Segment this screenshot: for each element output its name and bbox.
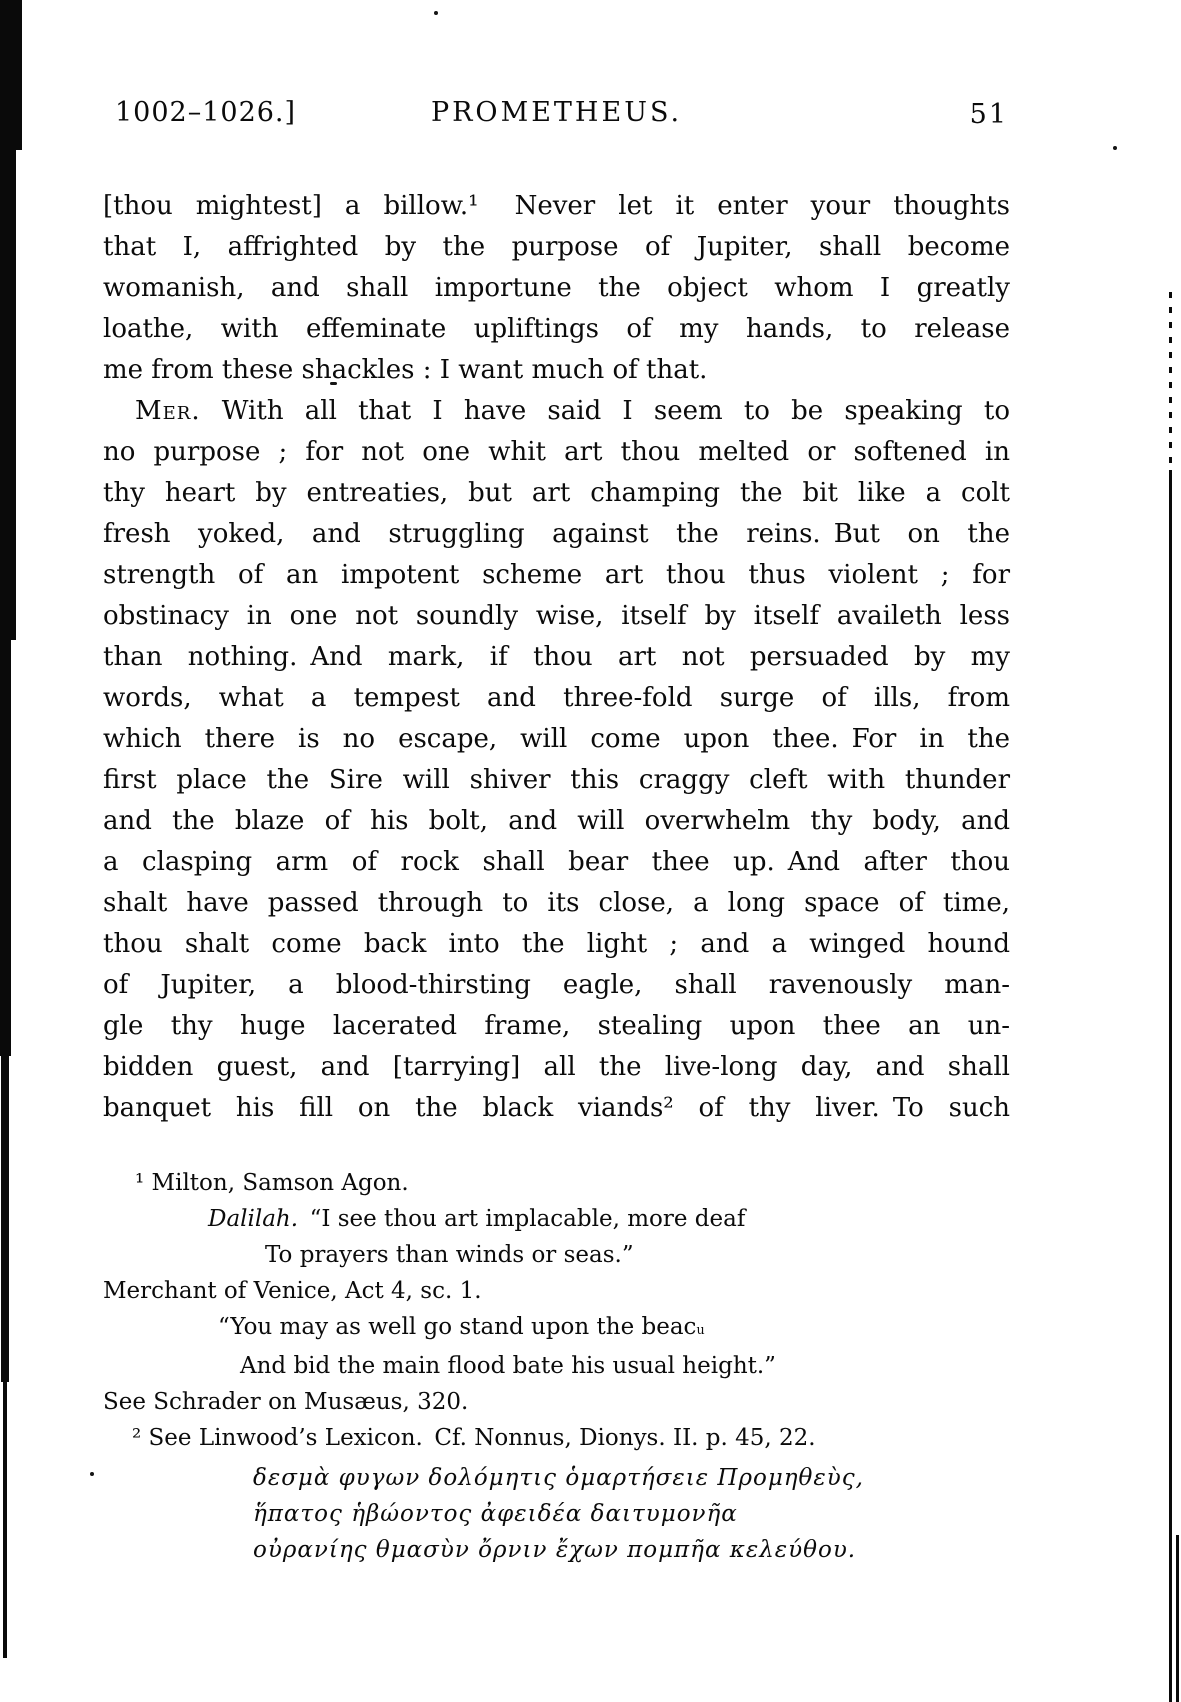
left-edge-scan-bar xyxy=(0,634,11,1056)
text-segment: [thou mightest] a billow.¹ Never let it enter your thoughts xyxy=(103,191,1010,221)
scan-speck xyxy=(1113,146,1117,150)
text-line xyxy=(103,1496,1033,1532)
text-line xyxy=(103,309,1010,350)
text-line xyxy=(103,1201,1033,1237)
text-segment: which there is no escape, will come upon thee. For in the xyxy=(103,724,1010,754)
text-segment: οὐρανίης θμασὺν ὄρνιν ἔχων πομπῆα κελεύθου. xyxy=(253,1537,857,1563)
left-edge-scan-bar xyxy=(1,1050,9,1382)
scan-speck xyxy=(90,1472,94,1476)
text-segment: banquet his fill on the black viands² of thy liver. To such xyxy=(103,1093,1010,1123)
text-segment: “You may as well go stand upon the beac xyxy=(218,1314,697,1340)
text-segment: strength of an impotent scheme art thou thus violent ; for xyxy=(103,560,1010,590)
text-segment: And bid the main flood bate his usual height.” xyxy=(240,1353,776,1379)
text-line xyxy=(103,350,1010,391)
right-edge-rule-double xyxy=(1176,1535,1179,1702)
header-page-number: 51 xyxy=(969,99,1008,130)
body-text xyxy=(103,186,1010,1129)
text-line xyxy=(103,227,1010,268)
footnotes-section xyxy=(103,1165,1033,1568)
text-segment: ¹ Milton, Samson Agon. xyxy=(135,1170,409,1196)
text-segment: Merchant of Venice, Act 4, sc. 1. xyxy=(103,1278,482,1304)
text-line xyxy=(103,719,1010,760)
text-segment: womanish, and shall importune the object whom I greatly xyxy=(103,273,1010,303)
text-segment: “I see thou art implacable, more deaf xyxy=(298,1206,746,1232)
text-segment: thy heart by entreaties, but art champing the bit like a colt xyxy=(103,478,1010,508)
text-line xyxy=(103,1237,1033,1273)
paragraph-mercury-speech xyxy=(103,391,1010,1129)
text-segment: gle thy huge lacerated frame, stealing upon thee an un- xyxy=(103,1011,1010,1041)
text-line xyxy=(103,473,1010,514)
text-segment: ἥπατος ἡβώοντος ἀφειδέα δαιτυμονῆα xyxy=(253,1501,738,1527)
left-edge-scan-bar xyxy=(0,0,22,150)
text-line xyxy=(103,391,1010,432)
text-line xyxy=(103,1532,1033,1568)
text-line xyxy=(103,1348,1033,1384)
text-segment: See Schrader on Musæus, 320. xyxy=(103,1389,469,1415)
right-edge-rule-dotted xyxy=(1169,292,1172,474)
left-edge-scan-bar xyxy=(0,142,16,640)
text-segment: thou shalt come back into the light ; and a winged hound xyxy=(103,929,1010,959)
text-segment: shalt have passed through to its close, a long space of time, xyxy=(103,888,1010,918)
text-line xyxy=(103,924,1010,965)
text-segment: of Jupiter, a blood-thirsting eagle, shall ravenously man- xyxy=(103,970,1010,1000)
text-segment: obstinacy in one not soundly wise, itself by itself availeth less xyxy=(103,601,1010,631)
paragraph-billow xyxy=(103,186,1010,391)
text-line xyxy=(103,186,1010,227)
speaker-label: Mer. xyxy=(135,396,201,426)
text-line xyxy=(103,514,1010,555)
text-line xyxy=(103,1006,1010,1047)
text-segment: and the blaze of his bolt, and will overwhelm thy body, and xyxy=(103,806,1010,836)
text-segment: δεσμὰ φυγων δολόμητις ὁμαρτήσειε Προμηθεὺς, xyxy=(253,1465,864,1491)
header-title: PROMETHEUS. xyxy=(430,97,683,128)
text-line xyxy=(103,432,1010,473)
text-line xyxy=(103,1088,1010,1129)
text-segment: bidden guest, and [tarrying] all the live-long day, and shall xyxy=(103,1052,1010,1082)
header-line-range: 1002–1026.] xyxy=(115,97,297,128)
text-segment: me from these shackles : I want much of that. xyxy=(103,355,708,385)
text-line xyxy=(103,268,1010,309)
text-segment: a clasping arm of rock shall bear thee up. And after thou xyxy=(103,847,1010,877)
text-line xyxy=(103,596,1010,637)
text-segment: no purpose ; for not one whit art thou melted or softened in xyxy=(103,437,1010,467)
text-segment: words, what a tempest and three-fold surge of ills, from xyxy=(103,683,1010,713)
text-line xyxy=(103,1309,1033,1348)
text-line xyxy=(103,1273,1033,1309)
text-segment: loathe, with effeminate upliftings of my hands, to release xyxy=(103,314,1010,344)
text-segment: ² See Linwood’s Lexicon. Cf. Nonnus, Dionys. II. p. 45, 22. xyxy=(132,1425,816,1451)
text-line xyxy=(103,760,1010,801)
text-line xyxy=(103,883,1010,924)
text-line xyxy=(103,637,1010,678)
page-header xyxy=(103,97,1010,137)
text-segment: u xyxy=(696,1322,705,1337)
text-segment: With all that I have said I seem to be speaking to xyxy=(200,396,1010,426)
text-segment: To prayers than winds or seas.” xyxy=(265,1242,634,1268)
text-line xyxy=(103,1420,1033,1456)
text-segment: that I, affrighted by the purpose of Jupiter, shall become xyxy=(103,232,1010,262)
right-edge-rule xyxy=(1169,470,1172,1702)
text-segment: first place the Sire will shiver this craggy cleft with thunder xyxy=(103,765,1010,795)
text-line xyxy=(103,801,1010,842)
text-line xyxy=(103,678,1010,719)
text-line xyxy=(103,842,1010,883)
text-line xyxy=(103,965,1010,1006)
text-line xyxy=(103,1047,1010,1088)
text-line xyxy=(103,1165,1033,1201)
text-line xyxy=(103,1456,1033,1496)
text-segment: Dalilah. xyxy=(208,1206,299,1232)
text-segment: than nothing. And mark, if thou art not persuaded by my xyxy=(103,642,1010,672)
scan-speck xyxy=(434,11,438,15)
text-line xyxy=(103,1384,1033,1420)
left-edge-scan-bar xyxy=(3,1376,7,1658)
text-segment: fresh yoked, and struggling against the reins. But on the xyxy=(103,519,1010,549)
text-line xyxy=(103,555,1010,596)
